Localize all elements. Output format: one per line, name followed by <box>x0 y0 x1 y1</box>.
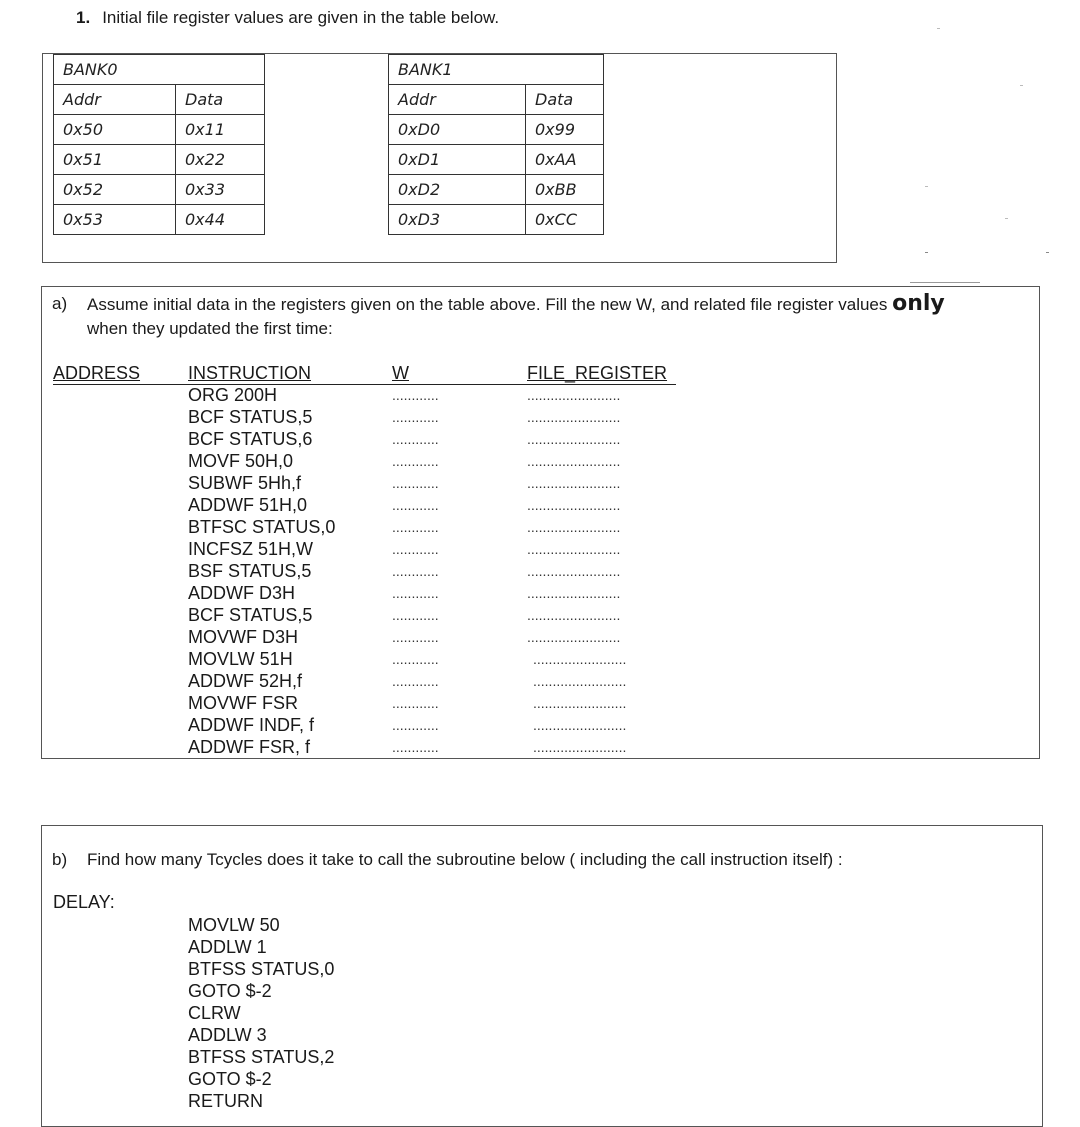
file-register-answer-blank[interactable]: ........................ <box>527 519 621 535</box>
bank1-header-data: Data <box>526 85 604 115</box>
bank1-data-cell: 0x99 <box>526 115 604 145</box>
instruction-row <box>188 604 621 626</box>
part-b-label: b) <box>52 850 68 869</box>
instruction-row <box>188 714 627 736</box>
scan-speck <box>937 28 940 29</box>
w-answer-blank[interactable]: ............ <box>392 409 439 425</box>
file-register-answer-blank[interactable]: ........................ <box>527 563 621 579</box>
instruction-text: BCF STATUS,6 <box>188 429 313 449</box>
file-register-answer-blank[interactable]: ........................ <box>533 673 627 689</box>
routine-instruction: BTFSS STATUS,0 <box>188 959 335 979</box>
part-a-question <box>42 292 1039 342</box>
bank0-addr-cell: 0x52 <box>54 175 176 205</box>
instruction-text: ADDWF 52H,f <box>188 671 303 691</box>
bank1-header-addr: Addr <box>389 85 526 115</box>
bank0-table <box>53 54 265 235</box>
routine-instruction: ADDLW 1 <box>188 937 267 957</box>
file-register-answer-blank[interactable]: ........................ <box>527 431 621 447</box>
bank1-addr-cell: 0xD1 <box>389 145 526 175</box>
instruction-row <box>188 670 627 692</box>
part-a-text-after: when they updated the first time: <box>87 319 333 338</box>
instruction-row <box>188 450 621 472</box>
instruction-list <box>188 384 627 758</box>
register-tables-frame <box>42 53 837 263</box>
bank0-addr-cell: 0x51 <box>54 145 176 175</box>
instruction-row <box>188 560 621 582</box>
bank0-data-cell: 0x44 <box>176 205 265 235</box>
instruction-text: BSF STATUS,5 <box>188 561 312 581</box>
w-answer-blank[interactable]: ............ <box>392 673 439 689</box>
w-answer-blank[interactable]: ............ <box>392 585 439 601</box>
scan-speck <box>925 186 928 187</box>
routine-instruction: CLRW <box>188 1003 241 1023</box>
bank0-row <box>54 145 265 175</box>
scan-speck <box>910 282 980 283</box>
part-a-label: a) <box>52 294 68 313</box>
instruction-row <box>188 472 621 494</box>
bank0-data-cell: 0x11 <box>176 115 265 145</box>
routine-instruction: ADDLW 3 <box>188 1025 267 1045</box>
w-answer-blank[interactable]: ............ <box>392 387 439 403</box>
routine-label: DELAY: <box>53 892 115 912</box>
header-file-register: FILE_REGISTER <box>527 363 668 383</box>
file-register-answer-blank[interactable]: ........................ <box>527 607 621 623</box>
instruction-row <box>188 626 621 648</box>
bank0-data-cell: 0x33 <box>176 175 265 205</box>
instruction-row <box>188 428 621 450</box>
routine-instruction: MOVLW 50 <box>188 915 280 935</box>
instruction-row <box>188 582 621 604</box>
routine-instruction: RETURN <box>188 1091 263 1111</box>
instruction-row <box>188 516 621 538</box>
instruction-row <box>188 538 621 560</box>
instruction-text: ADDWF INDF, f <box>188 715 314 735</box>
file-register-answer-blank[interactable]: ........................ <box>527 585 621 601</box>
question-intro: Initial file register values are given in the table below. <box>102 8 500 27</box>
w-answer-blank[interactable]: ............ <box>392 541 439 557</box>
bank0-row <box>54 205 265 235</box>
instruction-text: ORG 200H <box>188 385 278 405</box>
scan-speck <box>1020 85 1023 86</box>
routine-instruction: GOTO $-2 <box>188 1069 272 1089</box>
instruction-row <box>188 406 621 428</box>
file-register-answer-blank[interactable]: ........................ <box>533 695 627 711</box>
bank0-addr-cell: 0x53 <box>54 205 176 235</box>
instruction-row <box>188 648 627 670</box>
bank1-addr-cell: 0xD0 <box>389 115 526 145</box>
instruction-row <box>188 692 627 714</box>
question-number: 1. <box>76 8 91 27</box>
instruction-text: MOVLW 51H <box>188 649 293 669</box>
file-register-answer-blank[interactable]: ........................ <box>527 453 621 469</box>
w-answer-blank[interactable]: ............ <box>392 563 439 579</box>
instruction-text: BTFSC STATUS,0 <box>188 517 336 537</box>
bank1-row <box>389 205 604 235</box>
bank1-addr-cell: 0xD2 <box>389 175 526 205</box>
instruction-text: MOVWF D3H <box>188 627 298 647</box>
part-b-box <box>41 825 1043 1127</box>
w-answer-blank[interactable]: ............ <box>392 453 439 469</box>
bank0-row <box>54 175 265 205</box>
part-b-question <box>42 848 1042 872</box>
instruction-row <box>188 384 621 406</box>
w-answer-blank[interactable]: ............ <box>392 629 439 645</box>
file-register-answer-blank[interactable]: ........................ <box>527 475 621 491</box>
bank0-addr-cell: 0x50 <box>54 115 176 145</box>
part-a-emphasis: only <box>892 291 945 316</box>
bank1-row <box>389 115 604 145</box>
file-register-answer-blank[interactable]: ........................ <box>527 497 621 513</box>
file-register-answer-blank[interactable]: ........................ <box>533 651 627 667</box>
file-register-answer-blank[interactable]: ........................ <box>527 409 621 425</box>
header-instruction: INSTRUCTION <box>188 363 311 383</box>
part-b-text: Find how many Tcycles does it take to call the subroutine below ( including the call instruction itself) : <box>87 850 843 869</box>
question-title <box>76 8 499 28</box>
w-answer-blank[interactable]: ............ <box>392 651 439 667</box>
w-answer-blank[interactable]: ............ <box>392 519 439 535</box>
instruction-text: MOVWF FSR <box>188 693 298 713</box>
instruction-text: BCF STATUS,5 <box>188 407 313 427</box>
file-register-answer-blank[interactable]: ........................ <box>533 717 627 733</box>
w-answer-blank[interactable]: ............ <box>392 695 439 711</box>
file-register-answer-blank[interactable]: ........................ <box>527 629 621 645</box>
header-w: W <box>392 363 409 383</box>
instruction-text: BCF STATUS,5 <box>188 605 313 625</box>
w-answer-blank[interactable]: ............ <box>392 475 439 491</box>
bank1-data-cell: 0xBB <box>526 175 604 205</box>
part-a-box <box>41 286 1040 759</box>
bank1-row <box>389 175 604 205</box>
routine-instruction: BTFSS STATUS,2 <box>188 1047 335 1067</box>
header-address: ADDRESS <box>53 363 141 383</box>
routine-list <box>188 914 334 1112</box>
bank0-header-data: Data <box>176 85 265 115</box>
file-register-answer-blank[interactable]: ........................ <box>533 739 627 755</box>
scan-speck <box>1046 252 1049 253</box>
bank0-row <box>54 115 265 145</box>
bank0-data-cell: 0x22 <box>176 145 265 175</box>
file-register-answer-blank[interactable]: ........................ <box>527 541 621 557</box>
file-register-answer-blank[interactable]: ........................ <box>527 387 621 403</box>
instruction-text: SUBWF 5Hh,f <box>188 473 302 493</box>
bank1-title: BANK1 <box>389 55 604 85</box>
bank0-header-addr: Addr <box>54 85 176 115</box>
scan-speck <box>925 252 928 253</box>
bank1-table <box>388 54 604 235</box>
w-answer-blank[interactable]: ............ <box>392 497 439 513</box>
part-a-text <box>87 292 1032 341</box>
part-a-text-before: Assume initial data in the registers given on the table above. Fill the new W, and related file register values <box>87 295 893 314</box>
instruction-text: MOVF 50H,0 <box>188 451 294 471</box>
instruction-text: ADDWF 51H,0 <box>188 495 308 515</box>
w-answer-blank[interactable]: ............ <box>392 717 439 733</box>
instruction-row <box>188 736 627 758</box>
instruction-text: INCFSZ 51H,W <box>188 539 314 559</box>
bank1-addr-cell: 0xD3 <box>389 205 526 235</box>
instruction-text: ADDWF D3H <box>188 583 295 603</box>
w-answer-blank[interactable]: ............ <box>392 739 439 755</box>
w-answer-blank[interactable]: ............ <box>392 607 439 623</box>
w-answer-blank[interactable]: ............ <box>392 431 439 447</box>
bank1-data-cell: 0xAA <box>526 145 604 175</box>
instruction-row <box>188 494 621 516</box>
scan-speck <box>1005 218 1008 219</box>
bank1-data-cell: 0xCC <box>526 205 604 235</box>
routine-instruction: GOTO $-2 <box>188 981 272 1001</box>
bank1-row <box>389 145 604 175</box>
instruction-text: ADDWF FSR, f <box>188 737 310 757</box>
bank0-title: BANK0 <box>54 55 265 85</box>
